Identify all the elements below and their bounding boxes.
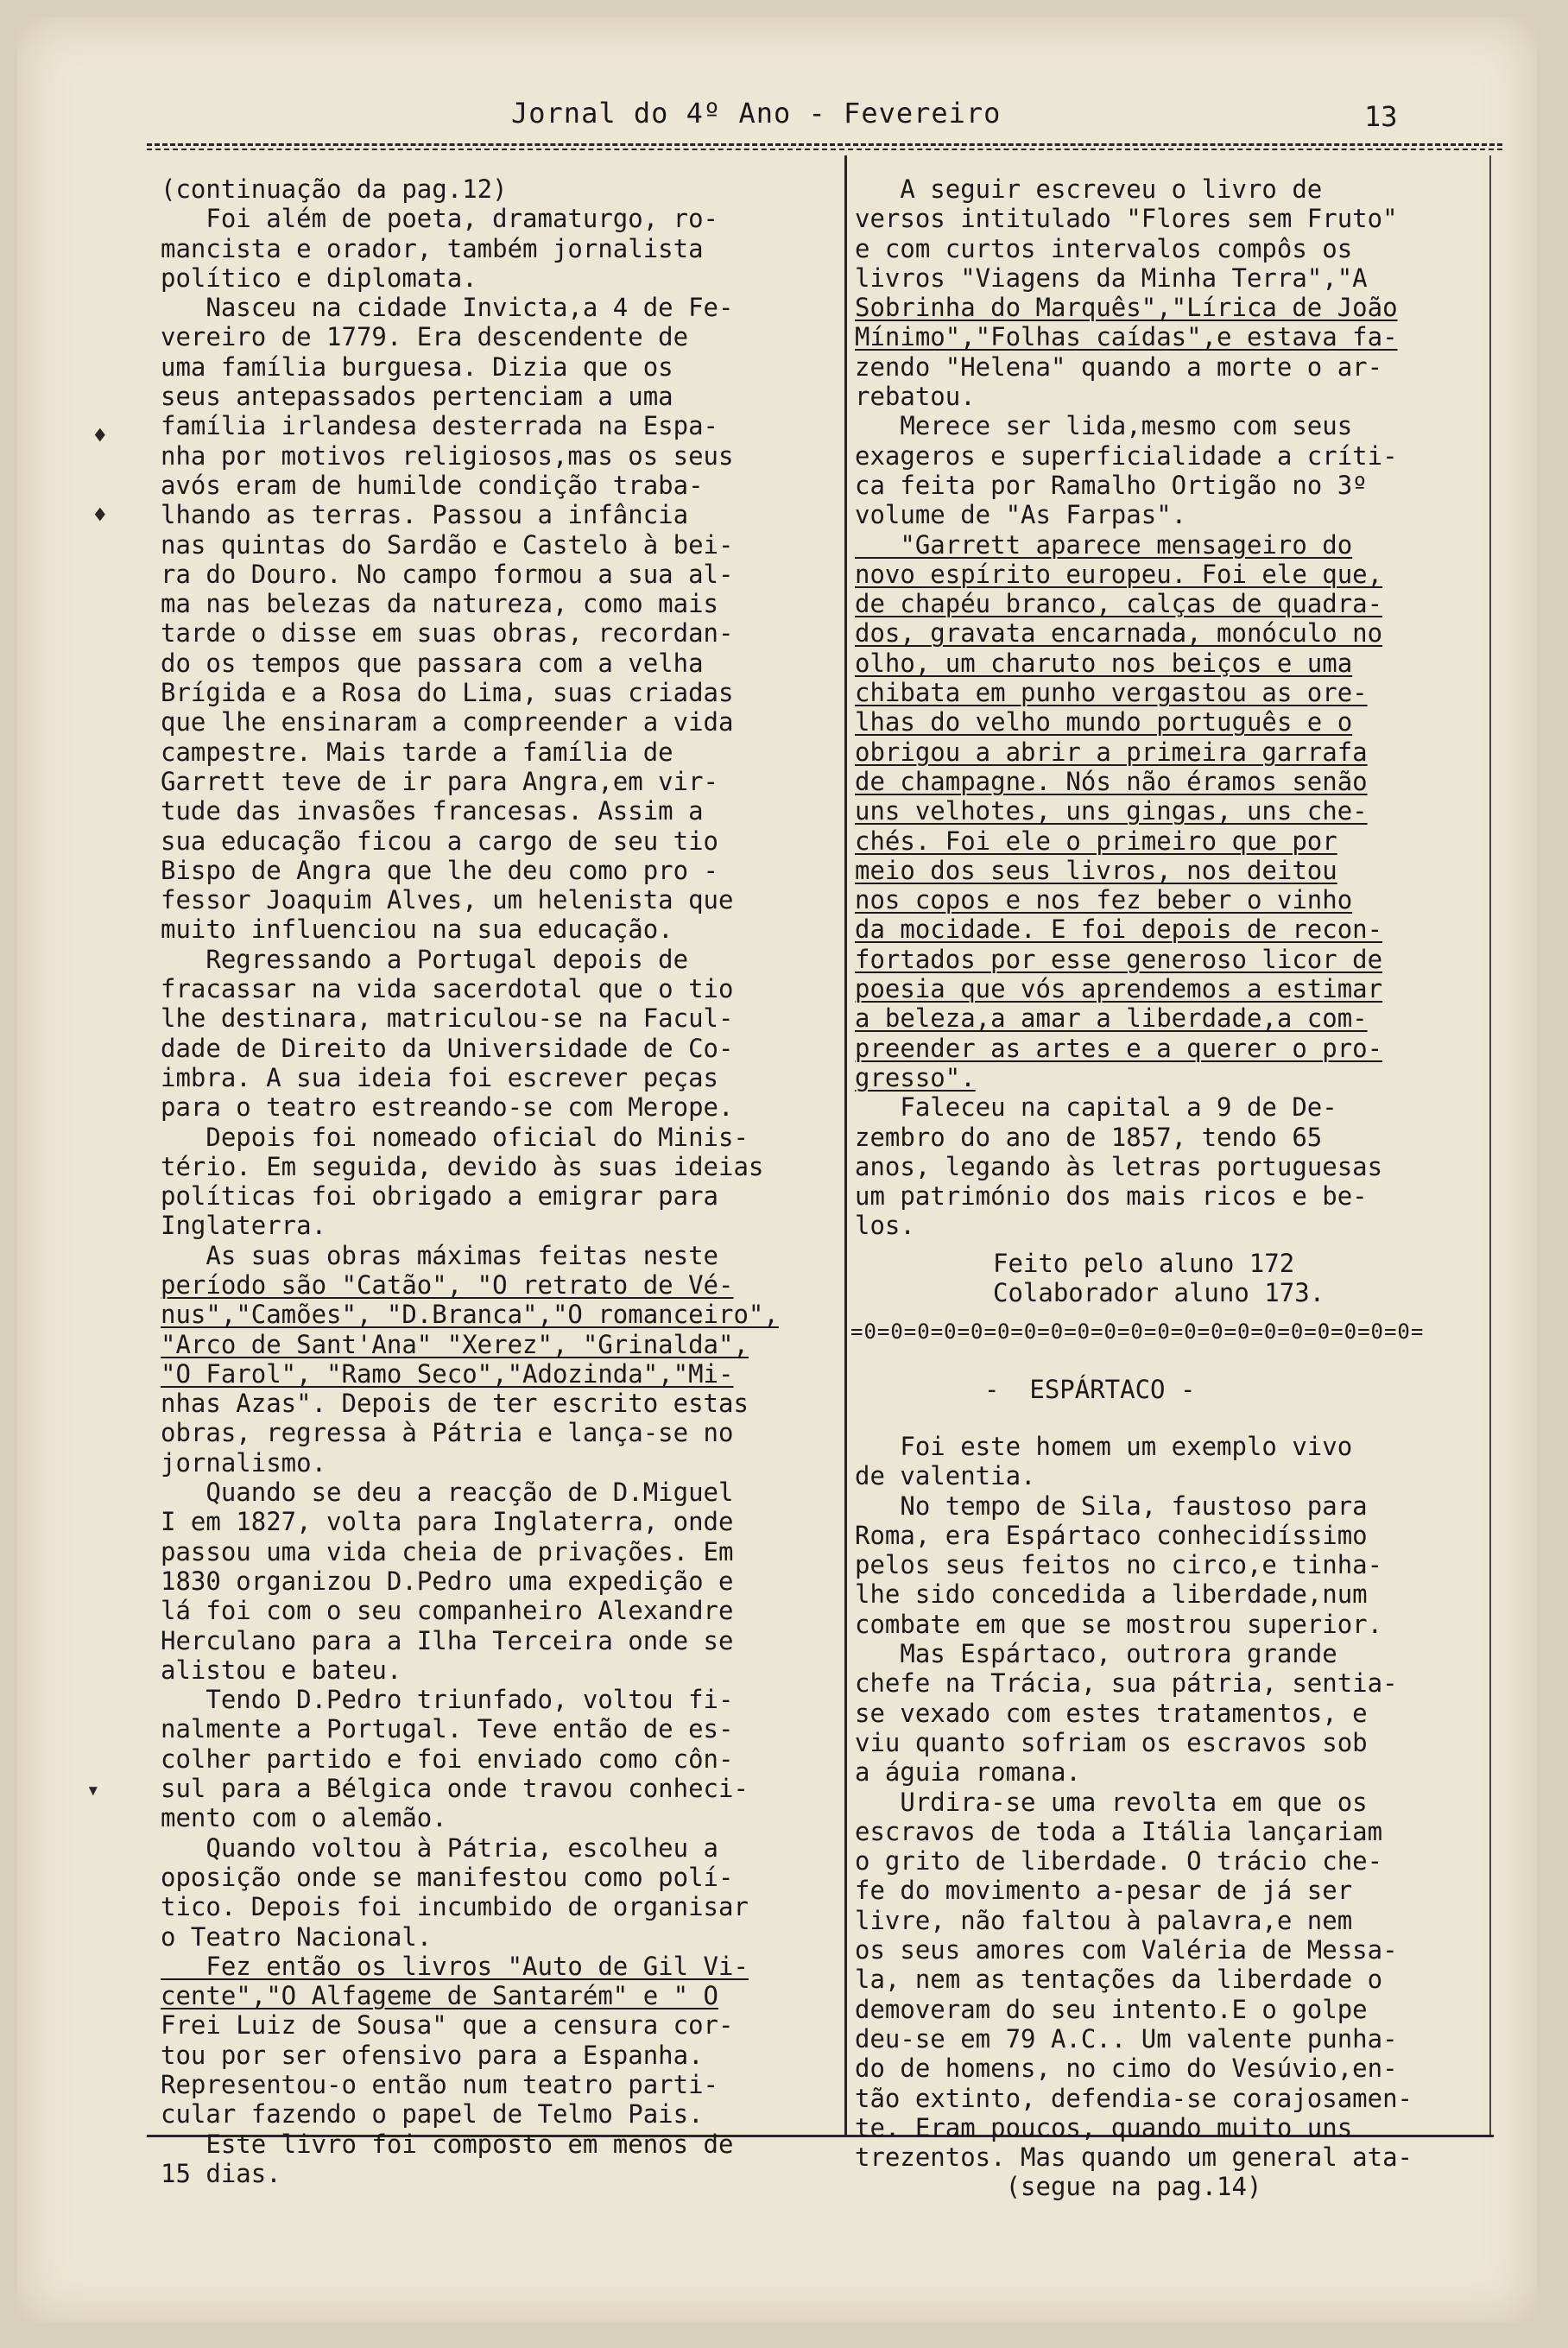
text-line: o Teatro Nacional.: [161, 1921, 433, 1952]
text-line: imbra. A sua ideia foi escrever peças: [161, 1062, 719, 1092]
text-line: lhando as terras. Passou a infância: [161, 500, 689, 530]
text-line: los.: [855, 1211, 915, 1241]
text-line: Brígida e a Rosa do Lima, suas criadas: [161, 678, 734, 708]
header-title: Jornal do 4º Ano - Fevereiro: [511, 97, 1002, 130]
text-line: Foi além de poeta, dramaturgo, ro-: [161, 204, 719, 234]
text-line: se vexado com estes tratamentos, e: [855, 1698, 1368, 1728]
text-line: lá foi com o seu companheiro Alexandre: [161, 1596, 734, 1626]
text-line: zendo "Helena" quando a morte o ar-: [855, 351, 1383, 382]
text-line: Este livro foi composto em menos de: [161, 2129, 734, 2159]
text-line: sua educação ficou a cargo de seu tio: [161, 826, 719, 856]
text-line: mancista e orador, também jornalista: [161, 233, 704, 263]
text-line: lhe sido concedida a liberdade,num: [855, 1579, 1368, 1610]
text-line: fe do movimento a-pesar de já ser: [855, 1876, 1353, 1906]
text-line: ma nas belezas da natureza, como mais: [161, 589, 719, 619]
text-line: tico. Depois foi incumbido de organisar: [161, 1892, 749, 1922]
text-line: os seus amores com Valéria de Messa-: [855, 1935, 1398, 1965]
text-line: Depois foi nomeado oficial do Minis-: [161, 1122, 749, 1152]
text-line: I em 1827, volta para Inglaterra, onde: [161, 1507, 734, 1537]
text-line: meio dos seus livros, nos deitou: [855, 855, 1337, 885]
text-line: "Garrett aparece mensageiro do: [855, 529, 1353, 560]
text-line: período são "Catão", "O retrato de Vé-: [161, 1269, 734, 1300]
text-line: preender as artes e a querer o pro-: [855, 1033, 1383, 1063]
text-line: cular fazendo o papel de Telmo Pais.: [161, 2099, 704, 2130]
text-line: Faleceu na capital a 9 de De-: [855, 1092, 1337, 1123]
text-line: Garrett teve de ir para Angra,em vir-: [161, 766, 719, 796]
text-line: Urdira-se uma revolta em que os: [855, 1787, 1368, 1817]
text-line: exageros e superficialidade a críti-: [855, 440, 1398, 471]
text-line: Mínimo","Folhas caídas",e estava fa-: [855, 322, 1398, 352]
text-line: lhe destinara, matriculou-se na Facul-: [161, 1003, 734, 1034]
text-line: chés. Foi ele o primeiro que por: [855, 826, 1337, 856]
text-line: do os tempos que passara com a velha: [161, 648, 704, 678]
text-line: para o teatro estreando-se com Merope.: [161, 1092, 734, 1123]
text-line: um património dos mais ricos e be-: [855, 1181, 1368, 1212]
text-line: ca feita por Ramalho Ortigão no 3º: [855, 470, 1368, 500]
text-line: Quando se deu a reacção de D.Miguel: [161, 1478, 734, 1508]
text-line: viu quanto sofriam os escravos sob: [855, 1727, 1368, 1757]
text-line: "O Farol", "Ramo Seco","Adozinda","Mi-: [161, 1358, 734, 1389]
text-line: 1830 organizou D.Pedro uma expedição e: [161, 1566, 734, 1596]
header-rule-secondary: [147, 149, 1502, 150]
text-line: família irlandesa desterrada na Espa-: [161, 411, 719, 441]
text-line: anos, legando às letras portuguesas: [855, 1151, 1383, 1181]
text-line: políticas foi obrigado a emigrar para: [161, 1181, 719, 1212]
margin-mark: ♦: [93, 503, 107, 528]
text-line: nhas Azas". Depois de ter escrito estas: [161, 1389, 749, 1419]
text-line: 15 dias.: [161, 2158, 281, 2188]
text-line: ra do Douro. No campo formou a sua al-: [161, 559, 734, 589]
text-line: escravos de toda a Itália lançariam: [855, 1816, 1383, 1846]
text-line: versos intitulado "Flores sem Fruto": [855, 204, 1398, 234]
text-line: vereiro de 1779. Era descendente de: [161, 322, 689, 352]
text-line: A seguir escreveu o livro de: [855, 174, 1323, 204]
text-line: volume de "As Farpas".: [855, 500, 1187, 530]
text-line: Herculano para a Ilha Terceira onde se: [161, 1625, 734, 1655]
text-line: Merece ser lida,mesmo com seus: [855, 411, 1353, 441]
text-line: oposição onde se manifestou como polí-: [161, 1862, 734, 1892]
text-line: Bispo de Angra que lhe deu como pro -: [161, 855, 719, 885]
text-line: uns velhotes, uns gingas, uns che-: [855, 796, 1368, 826]
text-line: zembro do ano de 1857, tendo 65: [855, 1122, 1323, 1152]
text-line: Foi este homem um exemplo vivo: [855, 1432, 1353, 1461]
text-line: mento com o alemão.: [161, 1803, 447, 1833]
text-line: chibata em punho vergastou as ore-: [855, 678, 1368, 708]
text-line: chefe na Trácia, sua pátria, sentia-: [855, 1668, 1398, 1699]
text-line: Tendo D.Pedro triunfado, voltou fi-: [161, 1685, 734, 1715]
text-line: muito influenciou na sua educação.: [161, 915, 673, 945]
text-line: tarde o disse em suas obras, recordan-: [161, 618, 734, 649]
text-line: sul para a Bélgica onde travou conheci-: [161, 1774, 749, 1804]
text-line: livros "Viagens da Minha Terra","A: [855, 263, 1368, 293]
right-column-bottom: [855, 1432, 1485, 2202]
text-line: que lhe ensinaram a compreender a vida: [161, 707, 734, 737]
text-line: Quando voltou à Pátria, escolheu a: [161, 1832, 719, 1863]
text-line: poesia que vós aprendemos a estimar: [855, 974, 1383, 1004]
text-line: colher partido e foi enviado como côn-: [161, 1744, 734, 1774]
text-line: nus","Camões", "D.Branca","O romanceiro",: [161, 1300, 779, 1330]
text-line: uma família burguesa. Dizia que os: [161, 351, 673, 382]
text-line: obras, regressa à Pátria e lança-se no: [161, 1418, 734, 1448]
text-line: Colaborador aluno 173.: [993, 1278, 1325, 1307]
text-line: Representou-o então num teatro parti-: [161, 2070, 719, 2099]
text-line: de champagne. Nós não éramos senão: [855, 766, 1368, 796]
text-line: trezentos. Mas quando um general ata-: [855, 2142, 1413, 2173]
margin-mark: ♦: [93, 423, 107, 449]
text-line: o grito de liberdade. O trácio che-: [855, 1846, 1383, 1877]
text-line: político e diplomata.: [161, 263, 477, 293]
text-line: a beleza,a amar a liberdade,a com-: [855, 1003, 1368, 1034]
text-line: Nasceu na cidade Invicta,a 4 de Fe-: [161, 293, 734, 323]
signature-block: [993, 1249, 1325, 1307]
text-line: Fez então os livros "Auto de Gil Vi-: [161, 1951, 749, 1981]
text-line: nas quintas do Sardão e Castelo à bei-: [161, 529, 734, 560]
text-line: pelos seus feitos no circo,e tinha-: [855, 1550, 1383, 1580]
text-line: fessor Joaquim Alves, um helenista que: [161, 885, 734, 915]
text-line: jornalismo.: [161, 1447, 327, 1478]
text-line: gresso".: [855, 1062, 976, 1092]
text-line: obrigou a abrir a primeira garrafa: [855, 737, 1368, 767]
text-line: tude das invasões francesas. Assim a: [161, 796, 704, 826]
text-line: olho, um charuto nos beiços e uma: [855, 648, 1353, 678]
text-line: seus antepassados pertenciam a uma: [161, 382, 673, 412]
text-line: (segue na pag.14): [855, 2172, 1262, 2202]
text-line: tério. Em seguida, devido às suas ideias: [161, 1151, 764, 1181]
text-line: nos copos e nos fez beber o vinho: [855, 885, 1353, 915]
section-separator: =0=0=0=0=0=0=0=0=0=0=0=0=0=0=0=0=0=0=0=0=0=: [850, 1320, 1425, 1344]
right-column-top: [855, 174, 1485, 1241]
text-line: livre, não faltou à palavra,e nem: [855, 1905, 1353, 1935]
text-line: tou por ser ofensivo para a Espanha.: [161, 2040, 704, 2070]
text-line: alistou e bateu.: [161, 1655, 402, 1685]
text-line: nalmente a Portugal. Teve então de es-: [161, 1714, 734, 1744]
text-line: Roma, era Espártaco conhecidíssimo: [855, 1520, 1368, 1550]
text-line: a águia romana.: [855, 1757, 1081, 1788]
text-line: lhas do velho mundo português e o: [855, 707, 1353, 737]
text-line: dade de Direito da Universidade de Co-: [161, 1033, 734, 1063]
text-line: fortados por esse generoso licor de: [855, 944, 1383, 974]
right-margin-rule: [1489, 155, 1491, 2135]
text-line: te. Eram poucos, quando muito uns: [855, 2112, 1353, 2142]
text-line: Sobrinha do Marquês","Lírica de João: [855, 293, 1398, 323]
text-line: de chapéu branco, calças de quadra-: [855, 589, 1383, 619]
text-line: rebatou.: [855, 382, 976, 412]
left-column: [161, 174, 834, 2188]
text-line: dos, gravata encarnada, monóculo no: [855, 618, 1383, 649]
text-line: cente","O Alfageme de Santarém" e " O: [161, 1981, 719, 2011]
text-line: Frei Luiz de Sousa" que a censura cor-: [161, 2010, 734, 2041]
text-line: Feito pelo aluno 172: [993, 1249, 1295, 1278]
text-line: campestre. Mais tarde a família de: [161, 737, 673, 767]
text-line: do de homens, no cimo do Vesúvio,en-: [855, 2054, 1398, 2084]
text-line: avós eram de humilde condição traba-: [161, 470, 704, 500]
text-line: da mocidade. E foi depois de recon-: [855, 915, 1383, 945]
text-line: deu-se em 79 A.C.. Um valente punha-: [855, 2023, 1398, 2054]
text-line: passou uma vida cheia de privações. Em: [161, 1536, 734, 1566]
text-line: fracassar na vida sacerdotal que o tio: [161, 974, 734, 1004]
text-line: No tempo de Sila, faustoso para: [855, 1490, 1368, 1521]
text-line: Regressando a Portugal depois de: [161, 944, 689, 974]
text-line: combate em que se mostrou superior.: [855, 1609, 1383, 1639]
text-line: novo espírito europeu. Foi ele que,: [855, 559, 1383, 589]
text-line: "Arco de Sant'Ana" "Xerez", "Grinalda",: [161, 1329, 749, 1359]
section-title: - ESPÁRTACO -: [984, 1375, 1196, 1404]
page-number: 13: [1364, 100, 1398, 133]
column-divider: [844, 155, 847, 2135]
text-line: e com curtos intervalos compôs os: [855, 233, 1353, 263]
text-line: Inglaterra.: [161, 1211, 327, 1241]
margin-mark: ▾: [86, 1777, 100, 1803]
text-line: Mas Espártaco, outrora grande: [855, 1639, 1337, 1669]
header-rule: [147, 143, 1502, 146]
text-line: la, nem as tentações da liberdade o: [855, 1965, 1383, 1995]
text-line: de valentia.: [855, 1461, 1036, 1491]
text-line: nha por motivos religiosos,mas os seus: [161, 440, 734, 471]
text-line: As suas obras máximas feitas neste: [161, 1240, 719, 1270]
text-line: tão extinto, defendia-se corajosamen-: [855, 2083, 1413, 2113]
text-line: (continuação da pag.12): [161, 174, 508, 204]
text-line: demoveram do seu intento.E o golpe: [855, 1994, 1368, 2024]
